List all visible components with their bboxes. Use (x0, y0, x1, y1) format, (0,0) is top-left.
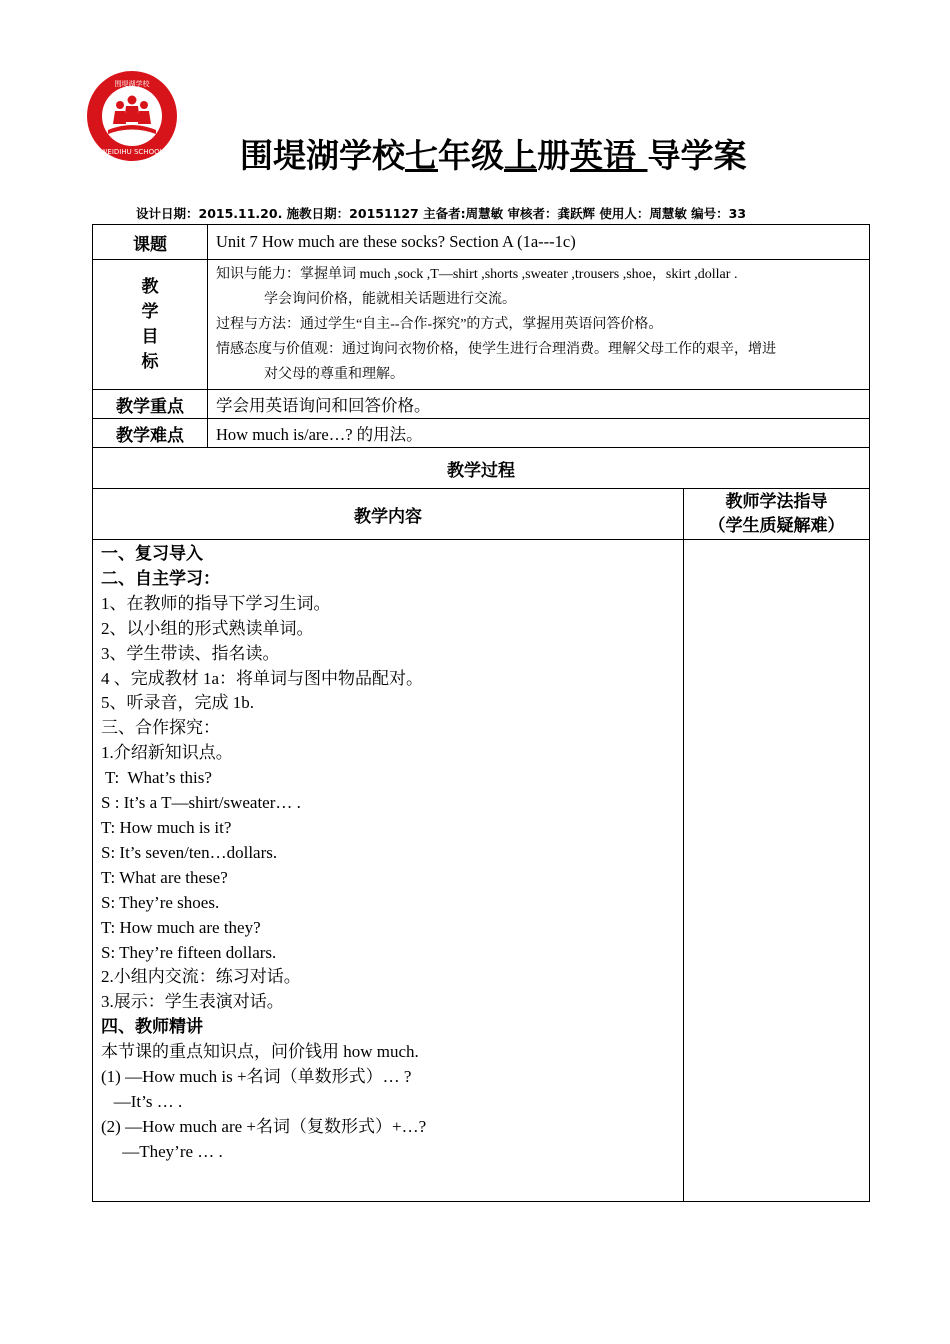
key-point-value: 学会用英语询问和回答价格。 (208, 390, 870, 419)
topic-value: Unit 7 How much are these socks? Section A (1a---1c) (208, 225, 870, 260)
goals-label-char: 目 (141, 326, 159, 347)
goals-label-char: 标 (141, 351, 159, 372)
goals-label (93, 260, 208, 390)
content-line: —They’re … . (101, 1141, 223, 1161)
title-grade: 七 (405, 136, 438, 175)
content-line: 一、复习导入 (101, 544, 203, 564)
content-line: —It’s … . (101, 1091, 183, 1111)
guide-body (684, 540, 870, 1202)
topic-label: 课题 (93, 225, 208, 260)
goal-process: 过程与方法：通过学生“自主--合作-探究”的方式，掌握用英语问答价格。 (216, 317, 663, 332)
content-line: S: They’re shoes. (101, 892, 220, 912)
content-line: S: They’re fifteen dollars. (101, 942, 277, 962)
content-line: T: How much are they? (101, 917, 261, 937)
goal-attitude-cont: 对父母的尊重和理解。 (264, 367, 404, 382)
content-line: 1.介绍新知识点。 (101, 743, 233, 763)
title-part: 围堤湖学校 (240, 136, 405, 175)
content-line: 1、在教师的指导下学习生词。 (101, 593, 331, 613)
content-line: 5、听录音，完成 1b. (101, 693, 254, 713)
title-subject: 英语 (570, 136, 648, 175)
content-line: 二、自主学习： (101, 568, 220, 589)
content-line: S: It’s seven/ten…dollars. (101, 842, 278, 862)
difficulty-label: 教学难点 (93, 419, 208, 448)
title-part: 导学案 (647, 136, 747, 175)
content-line: S : It’s a T—shirt/sweater… . (101, 793, 301, 813)
goal-knowledge-cont: 学会询问价格，能就相关话题进行交流。 (264, 292, 516, 307)
logo-text-top: 围堤湖学校 (114, 80, 150, 88)
title-part: 年级 (438, 136, 504, 175)
content-line: 3.展示：学生表演对话。 (101, 992, 284, 1012)
content-line: 三、合作探究： (101, 718, 220, 738)
goals-value (208, 260, 870, 390)
guide-header (684, 489, 870, 540)
school-logo (86, 70, 178, 162)
goal-attitude: 情感态度与价值观：通过询问衣物价格，使学生进行合理消费。理解父母工作的艰辛，增进 (216, 342, 776, 357)
logo-text-bottom: WEIDIHU SCHOOL (100, 148, 164, 156)
difficulty-value: How much is/are…? 的用法。 (208, 419, 870, 448)
key-point-label: 教学重点 (93, 390, 208, 419)
content-line: T: How much is it? (101, 817, 232, 837)
document-meta: 设计日期：2015.11.20. 施教日期：20151127 主备者:周慧敏 审核者：龚跃辉 使用人：周慧敏 编号：33 (136, 206, 747, 221)
title-term: 上 (504, 136, 537, 175)
lesson-plan-table (92, 224, 870, 1202)
content-line: (1) —How much is +名词（单数形式）… ? (101, 1067, 412, 1087)
content-line: (2) —How much are +名词（复数形式）+…? (101, 1116, 427, 1136)
content-line: T: What’s this? (101, 768, 212, 788)
content-body (93, 540, 684, 1202)
page-title (240, 130, 747, 177)
goal-knowledge: 知识与能力：掌握单词 much ,sock ,T—shirt ,shorts ,sweater ,trousers ,shoe，skirt ,dollar . (216, 267, 738, 282)
content-line: 2、以小组的形式熟读单词。 (101, 618, 314, 638)
content-line: 2.小组内交流：练习对话。 (101, 967, 301, 987)
content-header: 教学内容 (93, 489, 684, 540)
content-line: 3、学生带读、指名读。 (101, 643, 280, 663)
content-line: 4 、完成教材 1a：将单词与图中物品配对。 (101, 668, 424, 688)
guide-header-line1: 教师学法指导 (725, 492, 828, 512)
process-label: 教学过程 (93, 448, 870, 489)
goals-label-char: 教 (141, 276, 159, 297)
title-part: 册 (537, 136, 570, 175)
content-line: T: What are these? (101, 867, 228, 887)
content-line: 本节课的重点知识点，问价钱用 how much. (101, 1042, 419, 1062)
content-line: 四、教师精讲 (101, 1017, 203, 1038)
guide-header-line2: （学生质疑解难） (708, 516, 845, 536)
goals-label-char: 学 (141, 301, 159, 322)
